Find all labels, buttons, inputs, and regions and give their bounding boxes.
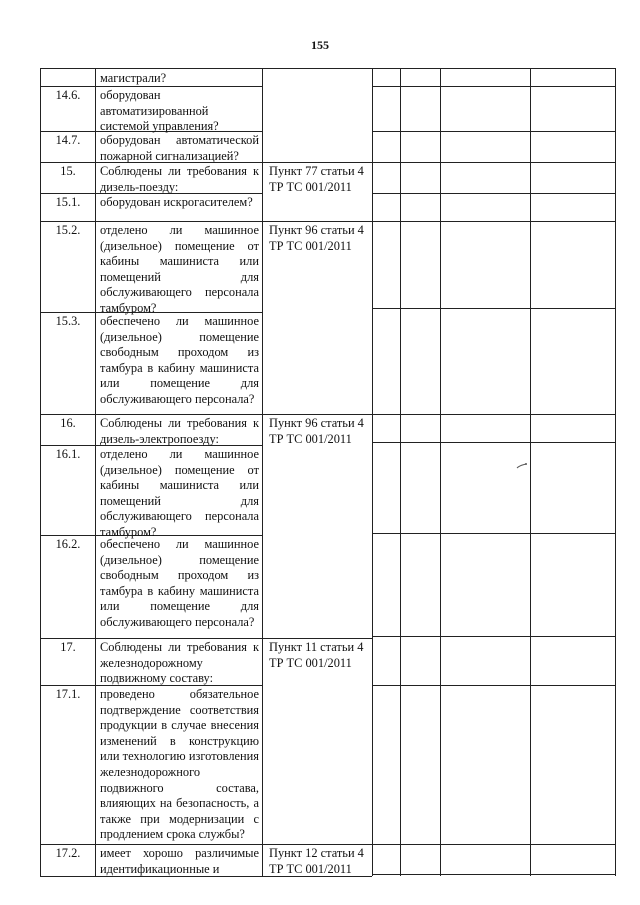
item-number: 17.2. — [55, 846, 81, 860]
question-text: обеспечено ли машинное (дизельное) помещение свободным проходом из тамбура в кабину машиниста или помещение для обслуживающего персонала? — [100, 537, 259, 629]
rule — [372, 86, 616, 87]
rule — [40, 221, 262, 222]
rule — [615, 68, 616, 876]
question-text: Соблюдены ли требования к железнодорожному подвижному составу: — [100, 640, 259, 686]
rule — [262, 414, 372, 415]
pen-mark-icon — [516, 462, 528, 470]
rule — [372, 308, 616, 309]
rule — [372, 414, 616, 415]
rule — [372, 636, 616, 637]
question-text: отделено ли машинное (дизельное) помещение от кабины машиниста или помещений для обслуживающего персонала тамбуром? — [100, 223, 259, 315]
rule — [440, 68, 441, 876]
rule — [40, 414, 262, 415]
rule — [372, 442, 616, 443]
question-text: оборудован автоматической пожарной сигнализацией? — [100, 133, 259, 163]
rule — [262, 68, 372, 69]
item-number: 15.3. — [55, 314, 81, 328]
item-number: 16.2. — [55, 537, 81, 551]
legal-reference: Пункт 77 статьи 4 ТР ТС 001/2011 — [269, 164, 364, 194]
item-number: 15.1. — [55, 195, 81, 209]
question-text: магистрали? — [100, 71, 167, 85]
rule — [262, 638, 372, 639]
rule — [40, 844, 262, 845]
rule — [372, 131, 616, 132]
rule — [372, 162, 616, 163]
question-text: имеет хорошо различимые идентификационные и — [100, 846, 259, 876]
rule — [372, 221, 616, 222]
rule — [262, 221, 372, 222]
item-number: 15. — [60, 164, 76, 178]
item-number: 17. — [60, 640, 76, 654]
rule — [40, 638, 262, 639]
item-number: 16.1. — [55, 447, 81, 461]
item-number: 14.7. — [55, 133, 81, 147]
rule — [400, 68, 401, 876]
question-text: отделено ли машинное (дизельное) помещение от кабины машиниста или помещений для обслуживающего персонала тамбуром? — [100, 447, 259, 539]
legal-reference: Пункт 11 статьи 4 ТР ТС 001/2011 — [269, 640, 364, 670]
rule — [95, 68, 96, 876]
rule — [372, 874, 616, 875]
question-text: Соблюдены ли требования к дизель-поезду: — [100, 164, 259, 194]
item-number: 17.1. — [55, 687, 81, 701]
page-number: 155 — [311, 38, 329, 52]
legal-reference: Пункт 96 статьи 4 ТР ТС 001/2011 — [269, 223, 364, 253]
rule — [262, 844, 372, 845]
question-text: оборудован автоматизированной системой управления? — [100, 88, 219, 134]
item-number: 14.6. — [55, 88, 81, 102]
question-text: оборудован искрогасителем? — [100, 195, 253, 209]
rule — [372, 68, 616, 69]
rule — [372, 685, 616, 686]
legal-reference: Пункт 96 статьи 4 ТР ТС 001/2011 — [269, 416, 364, 446]
question-text: обеспечено ли машинное (дизельное) помещение свободным проходом из тамбура в кабину машиниста или помещение для обслуживающего персонала? — [100, 314, 259, 406]
item-number: 15.2. — [55, 223, 81, 237]
question-text: Соблюдены ли требования к дизель-электропоезду: — [100, 416, 259, 446]
rule — [372, 68, 373, 876]
legal-reference: Пункт 12 статьи 4 ТР ТС 001/2011 — [269, 846, 364, 876]
rule — [372, 533, 616, 534]
rule — [40, 68, 262, 69]
rule — [262, 162, 372, 163]
rule — [40, 68, 41, 876]
item-number: 16. — [60, 416, 76, 430]
rule — [530, 68, 531, 876]
rule — [372, 844, 616, 845]
rule — [372, 193, 616, 194]
rule — [262, 68, 263, 876]
question-text: проведено обязательное подтверждение соответствия продукции в случае внесения изменений в конструкцию или технологию изготовления железнодорожного подвижного состава, влияющих на безопасность, а также при модернизации с продлением срока службы? — [100, 687, 259, 842]
